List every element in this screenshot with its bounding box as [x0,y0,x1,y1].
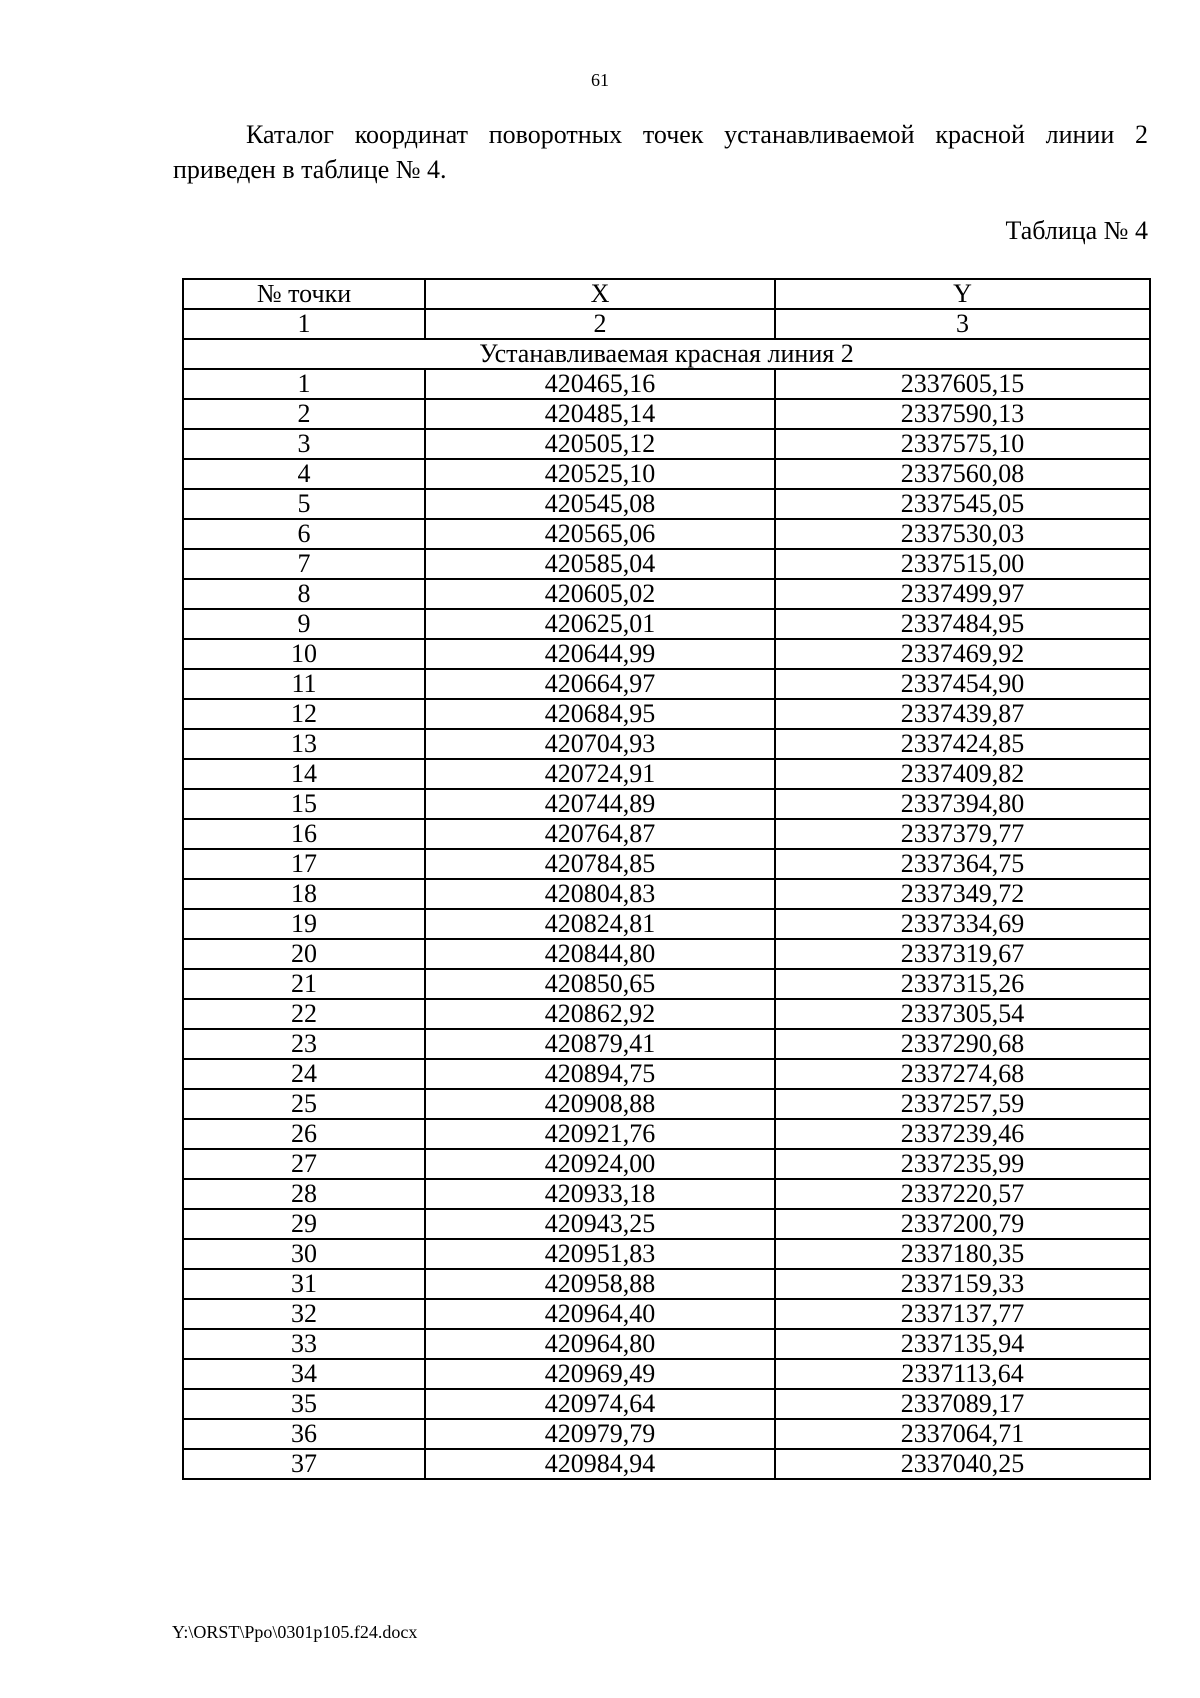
table-row [183,1359,1150,1389]
point-number-cell: 27 [183,1149,425,1179]
x-coordinate-cell: 420784,85 [425,849,775,879]
x-coordinate-cell: 420485,14 [425,399,775,429]
x-coordinate-cell: 420605,02 [425,579,775,609]
x-coordinate-cell: 420908,88 [425,1089,775,1119]
y-coordinate-cell: 2337315,26 [775,969,1150,999]
table-row [183,729,1150,759]
y-coordinate-cell: 2337040,25 [775,1449,1150,1479]
y-coordinate-cell: 2337409,82 [775,759,1150,789]
table-row [183,879,1150,909]
x-coordinate-cell: 420974,64 [425,1389,775,1419]
table-row [183,1059,1150,1089]
point-number-cell: 10 [183,639,425,669]
x-coordinate-cell: 420565,06 [425,519,775,549]
page-number: 61 [591,70,609,90]
table-row [183,1179,1150,1209]
y-coordinate-cell: 2337239,46 [775,1119,1150,1149]
x-coordinate-cell: 420684,95 [425,699,775,729]
point-number-cell: 16 [183,819,425,849]
x-coordinate-cell: 420964,80 [425,1329,775,1359]
table-row [183,489,1150,519]
column-number-2: 2 [425,309,775,339]
y-coordinate-cell: 2337545,05 [775,489,1150,519]
x-coordinate-cell: 420862,92 [425,999,775,1029]
x-coordinate-cell: 420465,16 [425,369,775,399]
point-number-cell: 28 [183,1179,425,1209]
y-coordinate-cell: 2337274,68 [775,1059,1150,1089]
table-row [183,1389,1150,1419]
point-number-cell: 32 [183,1299,425,1329]
x-coordinate-cell: 420943,25 [425,1209,775,1239]
table-row [183,429,1150,459]
header-point-number: № точки [183,279,425,309]
y-coordinate-cell: 2337319,67 [775,939,1150,969]
x-coordinate-cell: 420764,87 [425,819,775,849]
table-row [183,699,1150,729]
table-caption: Таблица № 4 [1005,216,1148,245]
y-coordinate-cell: 2337257,59 [775,1089,1150,1119]
table-row [183,1239,1150,1269]
y-coordinate-cell: 2337530,03 [775,519,1150,549]
table-row [183,1029,1150,1059]
y-coordinate-cell: 2337064,71 [775,1419,1150,1449]
point-number-cell: 5 [183,489,425,519]
table-row [183,1119,1150,1149]
x-coordinate-cell: 420724,91 [425,759,775,789]
point-number-cell: 4 [183,459,425,489]
x-coordinate-cell: 420879,41 [425,1029,775,1059]
section-title: Устанавливаемая красная линия 2 [183,339,1150,369]
x-coordinate-cell: 420824,81 [425,909,775,939]
y-coordinate-cell: 2337290,68 [775,1029,1150,1059]
header-y: Y [775,279,1150,309]
point-number-cell: 11 [183,669,425,699]
y-coordinate-cell: 2337220,57 [775,1179,1150,1209]
point-number-cell: 12 [183,699,425,729]
table-row [183,789,1150,819]
point-number-cell: 8 [183,579,425,609]
y-coordinate-cell: 2337575,10 [775,429,1150,459]
x-coordinate-cell: 420525,10 [425,459,775,489]
point-number-cell: 26 [183,1119,425,1149]
point-number-cell: 17 [183,849,425,879]
x-coordinate-cell: 420964,40 [425,1299,775,1329]
x-coordinate-cell: 420924,00 [425,1149,775,1179]
y-coordinate-cell: 2337605,15 [775,369,1150,399]
x-coordinate-cell: 420850,65 [425,969,775,999]
table-row [183,909,1150,939]
point-number-cell: 21 [183,969,425,999]
table-row [183,1329,1150,1359]
y-coordinate-cell: 2337484,95 [775,609,1150,639]
table-row [183,849,1150,879]
point-number-cell: 1 [183,369,425,399]
table-row [183,819,1150,849]
point-number-cell: 36 [183,1419,425,1449]
table-row [183,519,1150,549]
x-coordinate-cell: 420505,12 [425,429,775,459]
table-row [183,609,1150,639]
table-header-row [183,279,1150,309]
y-coordinate-cell: 2337439,87 [775,699,1150,729]
table-row [183,1089,1150,1119]
x-coordinate-cell: 420704,93 [425,729,775,759]
y-coordinate-cell: 2337235,99 [775,1149,1150,1179]
y-coordinate-cell: 2337499,97 [775,579,1150,609]
y-coordinate-cell: 2337135,94 [775,1329,1150,1359]
point-number-cell: 23 [183,1029,425,1059]
x-coordinate-cell: 420984,94 [425,1449,775,1479]
y-coordinate-cell: 2337364,75 [775,849,1150,879]
x-coordinate-cell: 420585,04 [425,549,775,579]
x-coordinate-cell: 420979,79 [425,1419,775,1449]
y-coordinate-cell: 2337089,17 [775,1389,1150,1419]
table-row [183,639,1150,669]
table-row [183,369,1150,399]
y-coordinate-cell: 2337349,72 [775,879,1150,909]
y-coordinate-cell: 2337200,79 [775,1209,1150,1239]
coordinates-table [182,278,1151,1480]
point-number-cell: 24 [183,1059,425,1089]
y-coordinate-cell: 2337469,92 [775,639,1150,669]
column-number-3: 3 [775,309,1150,339]
point-number-cell: 35 [183,1389,425,1419]
point-number-cell: 20 [183,939,425,969]
table-row [183,399,1150,429]
x-coordinate-cell: 420958,88 [425,1269,775,1299]
point-number-cell: 13 [183,729,425,759]
intro-paragraph: Каталог координат поворотных точек устанавливаемой красной линии 2 приведен в таблице № 4. [173,120,1148,184]
y-coordinate-cell: 2337137,77 [775,1299,1150,1329]
table-row [183,579,1150,609]
table-row [183,1269,1150,1299]
x-coordinate-cell: 420951,83 [425,1239,775,1269]
point-number-cell: 14 [183,759,425,789]
point-number-cell: 7 [183,549,425,579]
x-coordinate-cell: 420625,01 [425,609,775,639]
x-coordinate-cell: 420804,83 [425,879,775,909]
point-number-cell: 6 [183,519,425,549]
x-coordinate-cell: 420969,49 [425,1359,775,1389]
x-coordinate-cell: 420644,99 [425,639,775,669]
y-coordinate-cell: 2337113,64 [775,1359,1150,1389]
point-number-cell: 29 [183,1209,425,1239]
table-row [183,459,1150,489]
point-number-cell: 15 [183,789,425,819]
x-coordinate-cell: 420933,18 [425,1179,775,1209]
point-number-cell: 3 [183,429,425,459]
point-number-cell: 22 [183,999,425,1029]
point-number-cell: 31 [183,1269,425,1299]
y-coordinate-cell: 2337454,90 [775,669,1150,699]
x-coordinate-cell: 420921,76 [425,1119,775,1149]
table-row [183,669,1150,699]
y-coordinate-cell: 2337334,69 [775,909,1150,939]
y-coordinate-cell: 2337159,33 [775,1269,1150,1299]
point-number-cell: 2 [183,399,425,429]
point-number-cell: 33 [183,1329,425,1359]
point-number-cell: 34 [183,1359,425,1389]
table-row [183,1299,1150,1329]
column-number-row [183,309,1150,339]
x-coordinate-cell: 420664,97 [425,669,775,699]
y-coordinate-cell: 2337379,77 [775,819,1150,849]
table-row [183,759,1150,789]
table-row [183,939,1150,969]
point-number-cell: 30 [183,1239,425,1269]
y-coordinate-cell: 2337305,54 [775,999,1150,1029]
point-number-cell: 18 [183,879,425,909]
y-coordinate-cell: 2337560,08 [775,459,1150,489]
table-row [183,549,1150,579]
y-coordinate-cell: 2337515,00 [775,549,1150,579]
x-coordinate-cell: 420894,75 [425,1059,775,1089]
column-number-1: 1 [183,309,425,339]
table-row [183,1149,1150,1179]
point-number-cell: 19 [183,909,425,939]
footer-file-path: Y:\ORST\Ppo\0301p105.f24.docx [172,1622,418,1642]
y-coordinate-cell: 2337590,13 [775,399,1150,429]
section-title-row [183,339,1150,369]
x-coordinate-cell: 420744,89 [425,789,775,819]
table-row [183,999,1150,1029]
table-row [183,1449,1150,1479]
x-coordinate-cell: 420545,08 [425,489,775,519]
point-number-cell: 37 [183,1449,425,1479]
point-number-cell: 9 [183,609,425,639]
table-row [183,1209,1150,1239]
y-coordinate-cell: 2337180,35 [775,1239,1150,1269]
y-coordinate-cell: 2337424,85 [775,729,1150,759]
point-number-cell: 25 [183,1089,425,1119]
table-row [183,1419,1150,1449]
x-coordinate-cell: 420844,80 [425,939,775,969]
header-x: X [425,279,775,309]
table-row [183,969,1150,999]
y-coordinate-cell: 2337394,80 [775,789,1150,819]
